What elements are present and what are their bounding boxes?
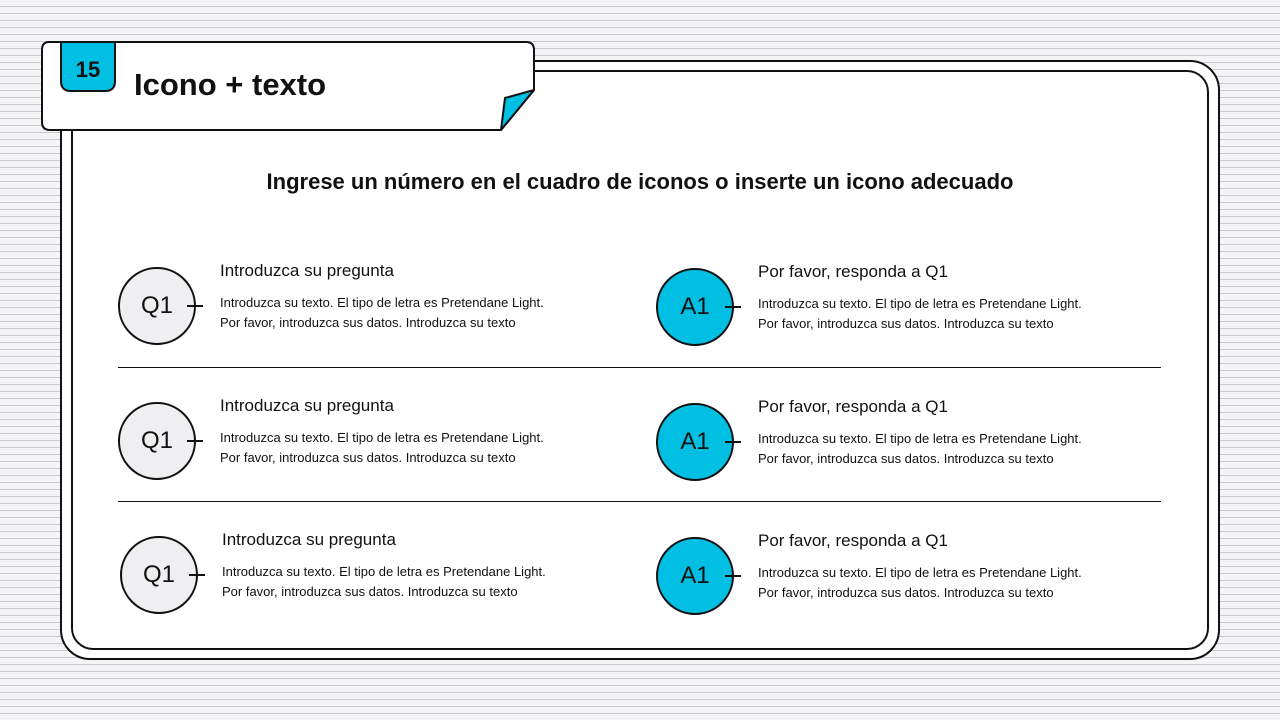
question-body-line: Por favor, introduzca sus datos. Introduzca su texto <box>220 315 516 330</box>
answer-icon-circle: A1 <box>656 403 734 481</box>
question-title: Introduzca su pregunta <box>222 530 396 549</box>
row-divider <box>118 501 1161 502</box>
question-body <box>220 428 580 468</box>
answer-body-line: Por favor, introduzca sus datos. Introduzca su texto <box>758 316 1054 331</box>
connector-tick <box>187 305 203 307</box>
connector-tick <box>725 441 741 443</box>
row-divider <box>118 367 1161 368</box>
answer-title: Por favor, responda a Q1 <box>758 262 948 281</box>
question-item <box>118 261 578 351</box>
answer-body <box>758 429 1118 469</box>
question-item <box>118 396 578 486</box>
question-icon-circle: Q1 <box>120 536 198 614</box>
answer-body-line: Introduzca su texto. El tipo de letra es Pretendane Light. <box>758 296 1082 311</box>
question-body-line: Por favor, introduzca sus datos. Introduzca su texto <box>222 584 518 599</box>
answer-title: Por favor, responda a Q1 <box>758 397 948 416</box>
answer-item <box>656 531 1116 621</box>
answer-body-line: Por favor, introduzca sus datos. Introduzca su texto <box>758 451 1054 466</box>
answer-body <box>758 563 1118 603</box>
question-title: Introduzca su pregunta <box>220 396 394 415</box>
answer-body-line: Por favor, introduzca sus datos. Introduzca su texto <box>758 585 1054 600</box>
connector-tick <box>725 306 741 308</box>
question-body <box>220 293 580 333</box>
answer-icon-circle: A1 <box>656 268 734 346</box>
answer-title: Por favor, responda a Q1 <box>758 531 948 550</box>
question-item <box>120 530 580 620</box>
slide-subtitle: Ingrese un número en el cuadro de iconos o inserte un icono adecuado <box>266 169 1014 194</box>
connector-tick <box>189 574 205 576</box>
title-tab <box>41 41 535 132</box>
question-body-line: Introduzca su texto. El tipo de letra es Pretendane Light. <box>220 430 544 445</box>
question-body-line: Introduzca su texto. El tipo de letra es Pretendane Light. <box>220 295 544 310</box>
question-title: Introduzca su pregunta <box>220 261 394 280</box>
answer-body <box>758 294 1118 334</box>
question-body-line: Introduzca su texto. El tipo de letra es Pretendane Light. <box>222 564 546 579</box>
slide-number: 15 <box>75 57 101 82</box>
question-body <box>222 562 582 602</box>
connector-tick <box>725 575 741 577</box>
answer-item <box>656 262 1116 352</box>
question-body-line: Por favor, introduzca sus datos. Introduzca su texto <box>220 450 516 465</box>
answer-body-line: Introduzca su texto. El tipo de letra es Pretendane Light. <box>758 565 1082 580</box>
slide-title: Icono + texto <box>134 67 327 102</box>
answer-item <box>656 397 1116 487</box>
connector-tick <box>187 440 203 442</box>
question-icon-circle: Q1 <box>118 402 196 480</box>
answer-icon-circle: A1 <box>656 537 734 615</box>
answer-body-line: Introduzca su texto. El tipo de letra es Pretendane Light. <box>758 431 1082 446</box>
question-icon-circle: Q1 <box>118 267 196 345</box>
